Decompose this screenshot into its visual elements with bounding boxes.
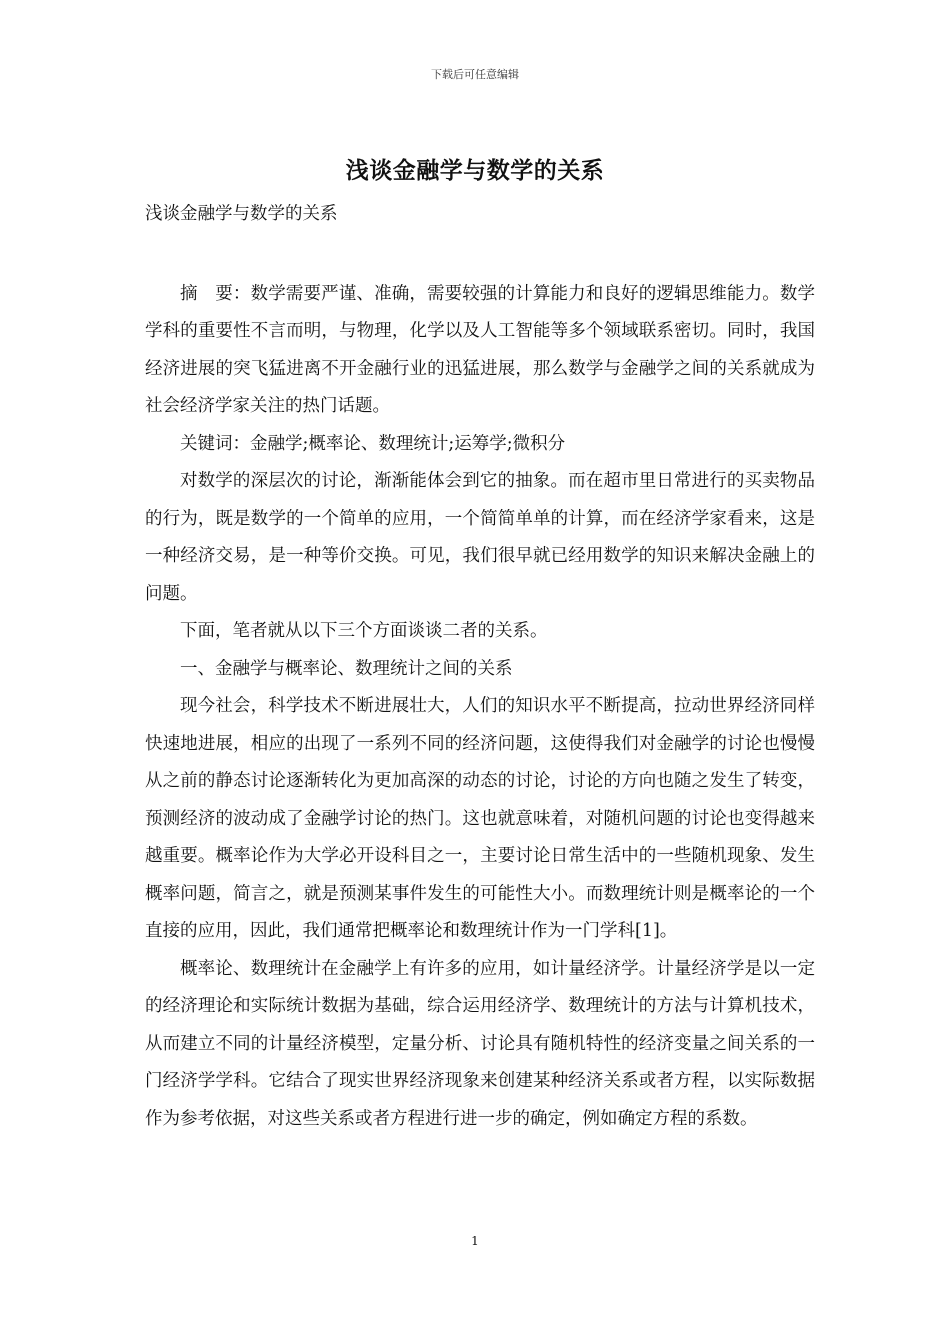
spacer <box>145 234 815 276</box>
body-paragraph: 对数学的深层次的讨论，渐渐能体会到它的抽象。而在超市里日常进行的买卖物品的行为，既是数学的一个简单的应用，一个简简单单的计算，而在经济学家看来，这是一种经济交易，是一种等价交换。可见，我们很早就已经用数学的知识来解决金融上的问题。 <box>145 471 815 604</box>
keywords-paragraph: 关键词：金融学;概率论、数理统计;运筹学;微积分 <box>180 433 566 454</box>
body-paragraph: 现今社会，科学技术不断进展壮大，人们的知识水平不断提高，拉动世界经济同样快速地进展，相应的出现了一系列不同的经济问题，这使得我们对金融学的讨论也慢慢从之前的静态讨论逐渐转化为更加高深的动态的讨论，讨论的方向也随之发生了转变，预测经济的波动成了金融学讨论的热门。这也就意味着，对随机问题的讨论也变得越来越重要。概率论作为大学必开设科目之一，主要讨论日常生活中的一些随机现象、发生概率问题，简言之，就是预测某事件发生的可能性大小。而数理统计则是概率论的一个直接的应用，因此，我们通常把概率论和数理统计作为一门学科[1]。 <box>145 696 815 941</box>
document-title: 浅谈金融学与数学的关系 <box>345 157 605 184</box>
section-heading: 一、金融学与概率论、数理统计之间的关系 <box>180 658 513 679</box>
body-paragraph: 下面，笔者就从以下三个方面谈谈二者的关系。 <box>180 621 548 641</box>
subtitle: 浅谈金融学与数学的关系 <box>145 204 338 224</box>
page-number: 1 <box>471 1234 479 1248</box>
abstract-paragraph: 摘 要：数学需要严谨、准确，需要较强的计算能力和良好的逻辑思维能力。数学学科的重要性不言而明，与物理，化学以及人工智能等多个领域联系密切。同时，我国经济进展的突飞猛进离不开金融行业的迅猛进展，那么数学与金融学之间的关系就成为社会经济学家关注的热门话题。 <box>145 283 815 416</box>
header-note: 下载后可任意编辑 <box>431 68 519 81</box>
document-body <box>145 196 815 1138</box>
body-paragraph: 概率论、数理统计在金融学上有许多的应用，如计量经济学。计量经济学是以一定的经济理论和实际统计数据为基础，综合运用经济学、数理统计的方法与计算机技术，从而建立不同的计量经济模型，定量分析、讨论具有随机特性的经济变量之间关系的一门经济学学科。它结合了现实世界经济现象来创建某种经济关系或者方程，以实际数据作为参考依据，对这些关系或者方程进行进一步的确定，例如确定方程的系数。 <box>145 958 815 1129</box>
